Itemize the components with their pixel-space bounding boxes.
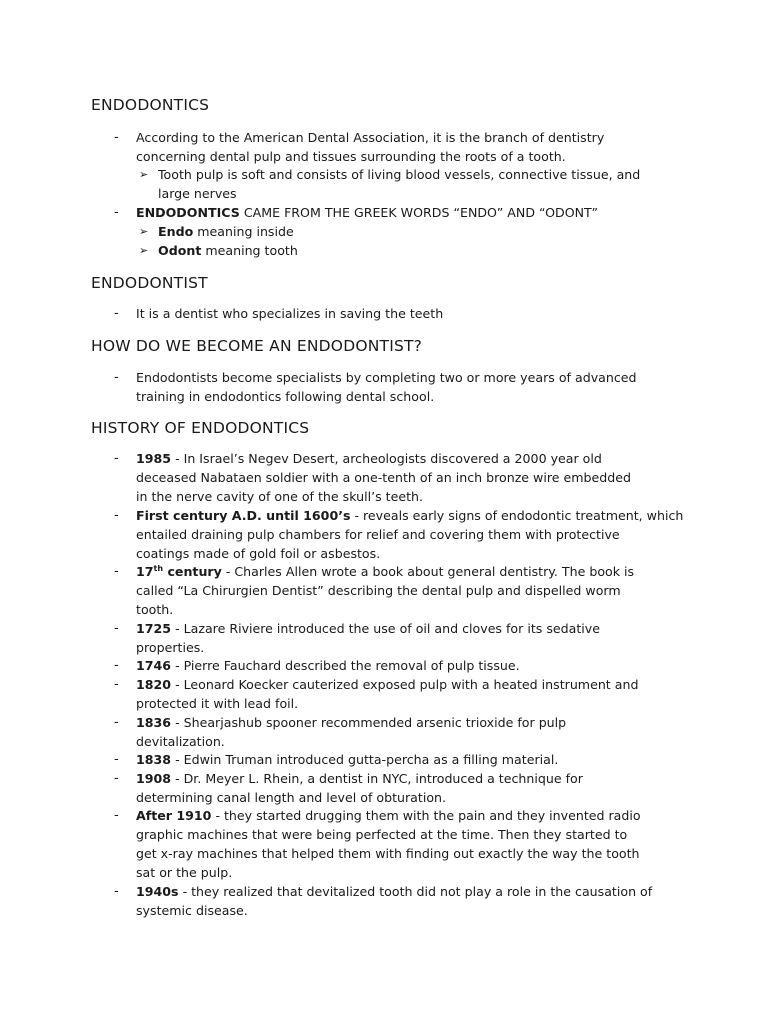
heading-endodontics: ENDODONTICS (91, 96, 210, 114)
item-date: 1838 (136, 752, 172, 767)
item-date: 1725 (136, 621, 172, 636)
sub-item-text: Tooth pulp is soft and consists of living blood vessels, connective tissue, and large nerves (158, 167, 641, 201)
item-body: - Lazare Riviere introduced the use of oil and cloves for its sedative properties. (136, 621, 600, 655)
item-text: It is a dentist who specializes in saving the teeth (136, 306, 444, 321)
heading-history: HISTORY OF ENDODONTICS (91, 419, 310, 437)
dash-marker: - (114, 621, 119, 636)
item-body: - Dr. Meyer L. Rhein, a dentist in NYC, introduced a technique for determining canal length and level of obturation. (136, 771, 583, 805)
dash-marker: - (114, 130, 119, 145)
item-bold-term: ENDODONTICS (136, 205, 240, 220)
item-body: CAME FROM THE GREEK WORDS “ENDO” AND “ODONT” (239, 205, 598, 220)
item-text (136, 562, 691, 619)
item-text (136, 656, 691, 675)
item-text (136, 769, 691, 807)
item-date: 1746 (136, 658, 172, 673)
item-bold-term: Odont (158, 243, 202, 258)
item-date: 1836 (136, 715, 172, 730)
item-text (136, 619, 691, 657)
item-text: Endodontists become specialists by completing two or more years of advanced training in endodontics following dental school. (136, 370, 637, 404)
item-text (136, 449, 691, 506)
dash-marker: - (114, 752, 119, 767)
item-text: According to the American Dental Association, it is the branch of dentistry concerning dental pulp and tissues surrounding the roots of a tooth. (136, 130, 605, 164)
item-date-superscript: th (153, 563, 164, 573)
dash-marker: - (114, 771, 119, 786)
dash-marker: - (114, 884, 119, 899)
item-date: 1820 (136, 677, 172, 692)
dash-marker: - (114, 508, 119, 523)
dash-marker: - (114, 564, 119, 579)
item-body: - they started drugging them with the pain and they invented radio graphic machines that were being perfected at the time. Then they started to get x-ray machines that helped them with finding out exactly the way the tooth sat or the pulp. (136, 808, 641, 880)
item-date: 1940s (136, 884, 179, 899)
item-text (136, 882, 691, 920)
sub-item-text (158, 222, 678, 241)
dash-marker: - (114, 658, 119, 673)
item-text (136, 713, 691, 751)
item-body: - Leonard Koecker cauterized exposed pulp with a heated instrument and protected it with lead foil. (136, 677, 639, 711)
item-body: - Pierre Fauchard described the removal of pulp tissue. (171, 658, 520, 673)
item-date: After 1910 (136, 808, 212, 823)
item-body: meaning inside (193, 224, 294, 239)
item-bold-term: Endo (158, 224, 194, 239)
heading-endodontist: ENDODONTIST (91, 274, 208, 292)
item-date-number: 17 (136, 564, 154, 579)
item-body: - Shearjashub spooner recommended arsenic trioxide for pulp devitalization. (136, 715, 567, 749)
item-body: - In Israel’s Negev Desert, archeologists discovered a 2000 year old deceased Nabataen soldier with a one-tenth of an inch bronze wire embedded in the nerve cavity of one of the skull’s teeth. (136, 451, 631, 504)
item-date: 1985 (136, 451, 172, 466)
dash-marker: - (114, 677, 119, 692)
dash-marker: - (114, 715, 119, 730)
dash-marker: - (114, 451, 119, 466)
item-body: - they realized that devitalized tooth did not play a role in the causation of systemic disease. (136, 884, 653, 918)
arrow-bullet-icon: ➢ (139, 168, 149, 181)
item-text (136, 506, 691, 563)
arrow-bullet-icon: ➢ (139, 225, 149, 238)
item-body: - Edwin Truman introduced gutta-percha as a filling material. (171, 752, 559, 767)
dash-marker: - (114, 370, 119, 385)
item-date-suffix: century (163, 564, 222, 579)
sub-item-text (158, 241, 678, 260)
item-text (136, 806, 691, 882)
item-text (136, 675, 691, 713)
item-body: meaning tooth (201, 243, 298, 258)
item-date: 1908 (136, 771, 172, 786)
item-text (136, 203, 691, 222)
heading-become-endodontist: HOW DO WE BECOME AN ENDODONTIST? (91, 337, 423, 355)
item-text (136, 750, 691, 769)
dash-marker: - (114, 808, 119, 823)
item-body: - reveals early signs of endodontic treatment, which entailed draining pulp chambers for relief and covering them with protective coatings made of gold foil or asbestos. (136, 508, 684, 561)
dash-marker: - (114, 306, 119, 321)
item-date (136, 564, 222, 579)
dash-marker: - (114, 205, 119, 220)
item-body: - Charles Allen wrote a book about general dentistry. The book is called “La Chirurgien Dentist” describing the dental pulp and dispelled worm tooth. (136, 564, 635, 617)
item-date: First century A.D. until 1600’s (136, 508, 351, 523)
arrow-bullet-icon: ➢ (139, 244, 149, 257)
